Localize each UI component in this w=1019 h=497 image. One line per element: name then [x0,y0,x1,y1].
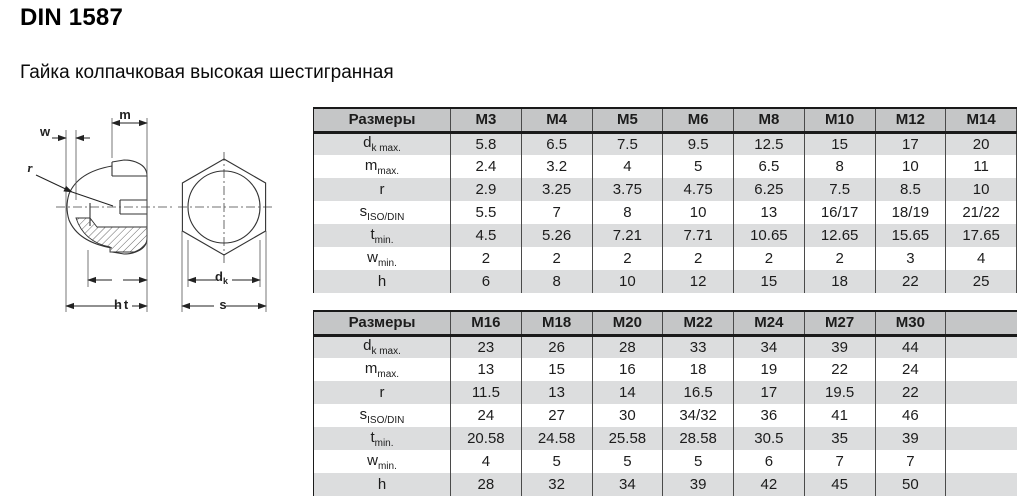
table-row-w [314,247,1017,270]
table-row-d [314,132,1017,155]
value-cell: 5.5 [451,201,522,224]
table-row-h [314,473,1017,496]
value-cell: 24 [875,358,946,381]
col-header-M30: M30 [875,311,946,335]
value-cell: 18 [663,358,734,381]
value-cell: 13 [451,358,522,381]
value-cell [946,335,1017,358]
value-cell: 3.2 [521,155,592,178]
value-cell: 24.58 [521,427,592,450]
value-cell: 22 [875,381,946,404]
value-cell: 15.65 [875,224,946,247]
value-cell: 10 [946,178,1017,201]
table-row-t [314,224,1017,247]
table-row-m [314,358,1017,381]
page-subtitle: Гайка колпачковая высокая шестигранная [20,62,394,83]
row-label: $w_{min.}$ [314,247,451,270]
dim-label-s: s [219,297,227,312]
value-cell: 15 [804,132,875,155]
dim-label-m: m [119,107,131,122]
value-cell: 20 [946,132,1017,155]
value-cell: 30.5 [734,427,805,450]
dim-label-dk-sub: k [223,276,229,286]
row-label: h [314,473,451,496]
value-cell: 8.5 [875,178,946,201]
value-cell: 50 [875,473,946,496]
table-row-w [314,450,1017,473]
col-header-M22: M22 [663,311,734,335]
dim-label-r: r [27,160,33,175]
value-cell: 28 [451,473,522,496]
value-cell: 13 [734,201,805,224]
value-cell: 7.5 [592,132,663,155]
table-row-m [314,155,1017,178]
col-header-M27: M27 [804,311,875,335]
value-cell: 7.71 [663,224,734,247]
value-cell: 18 [804,270,875,293]
row-label: $s_{ISO/DIN}$ [314,404,451,427]
value-cell: 15 [734,270,805,293]
value-cell: 6 [734,450,805,473]
value-cell: 10 [592,270,663,293]
value-cell: 3.75 [592,178,663,201]
value-cell: 19.5 [804,381,875,404]
value-cell: 2 [521,247,592,270]
table-row-r [314,178,1017,201]
value-cell: 25.58 [592,427,663,450]
col-header-M4: M4 [521,108,592,132]
value-cell: 34 [734,335,805,358]
value-cell: 5.8 [451,132,522,155]
value-cell: 8 [804,155,875,178]
value-cell: 10.65 [734,224,805,247]
value-cell: 2 [451,247,522,270]
value-cell: 24 [451,404,522,427]
value-cell: 5 [521,450,592,473]
value-cell: 5 [663,450,734,473]
col-header-M18: M18 [521,311,592,335]
value-cell: 2.9 [451,178,522,201]
row-label: $s_{ISO/DIN}$ [314,201,451,224]
table-row-s [314,404,1017,427]
value-cell: 20.58 [451,427,522,450]
value-cell: 12 [663,270,734,293]
dim-label-w: w [39,124,51,139]
header-row [314,108,1017,132]
value-cell: 11 [946,155,1017,178]
table-row-s [314,201,1017,224]
value-cell: 46 [875,404,946,427]
value-cell: 6 [451,270,522,293]
value-cell: 11.5 [451,381,522,404]
value-cell [946,381,1017,404]
table-row-t [314,427,1017,450]
value-cell: 7 [521,201,592,224]
value-cell: 3 [875,247,946,270]
value-cell: 18/19 [875,201,946,224]
col-header-empty [946,311,1017,335]
value-cell: 2.4 [451,155,522,178]
col-header-M6: M6 [663,108,734,132]
row-label-header: Размеры [314,108,451,132]
value-cell: 7 [804,450,875,473]
value-cell: 23 [451,335,522,358]
value-cell: 2 [804,247,875,270]
value-cell: 17.65 [946,224,1017,247]
row-label: $m_{max.}$ [314,358,451,381]
header-row [314,311,1017,335]
value-cell: 39 [804,335,875,358]
value-cell: 34/32 [663,404,734,427]
value-cell: 39 [663,473,734,496]
col-header-M12: M12 [875,108,946,132]
value-cell: 22 [804,358,875,381]
col-header-M3: M3 [451,108,522,132]
dim-label-h: h [114,297,122,312]
value-cell: 16 [592,358,663,381]
value-cell: 41 [804,404,875,427]
col-header-M14: M14 [946,108,1017,132]
value-cell: 17 [734,381,805,404]
col-header-M20: M20 [592,311,663,335]
col-header-M24: M24 [734,311,805,335]
value-cell: 32 [521,473,592,496]
row-label: $m_{max.}$ [314,155,451,178]
value-cell: 35 [804,427,875,450]
dimension-table-m3-m14 [313,107,1017,293]
value-cell: 28.58 [663,427,734,450]
value-cell: 16/17 [804,201,875,224]
value-cell: 30 [592,404,663,427]
col-header-M5: M5 [592,108,663,132]
dimension-table-m16-m30 [313,310,1017,496]
value-cell: 5.26 [521,224,592,247]
value-cell: 6.5 [521,132,592,155]
row-label: r [314,381,451,404]
dimension-lines [66,118,266,312]
value-cell: 39 [875,427,946,450]
value-cell: 4 [592,155,663,178]
value-cell [946,450,1017,473]
value-cell: 36 [734,404,805,427]
col-header-M10: M10 [804,108,875,132]
value-cell: 12.65 [804,224,875,247]
value-cell: 4 [946,247,1017,270]
value-cell: 5 [663,155,734,178]
value-cell: 8 [592,201,663,224]
value-cell: 6.25 [734,178,805,201]
row-label: r [314,178,451,201]
value-cell: 16.5 [663,381,734,404]
value-cell: 42 [734,473,805,496]
row-label: $t_{min.}$ [314,224,451,247]
value-cell: 15 [521,358,592,381]
value-cell: 10 [663,201,734,224]
row-label: $d_{k max.}$ [314,132,451,155]
value-cell: 27 [521,404,592,427]
value-cell: 28 [592,335,663,358]
value-cell: 13 [521,381,592,404]
cap-nut-drawing [20,100,310,315]
row-label: $d_{k max.}$ [314,335,451,358]
value-cell: 5 [592,450,663,473]
value-cell [946,358,1017,381]
value-cell: 14 [592,381,663,404]
col-header-M16: M16 [451,311,522,335]
value-cell: 45 [804,473,875,496]
value-cell: 9.5 [663,132,734,155]
value-cell: 8 [521,270,592,293]
row-label-header: Размеры [314,311,451,335]
section-hatch [76,218,147,252]
table-row-h [314,270,1017,293]
value-cell: 6.5 [734,155,805,178]
value-cell: 26 [521,335,592,358]
value-cell: 4.5 [451,224,522,247]
value-cell: 22 [875,270,946,293]
table-row-r [314,381,1017,404]
row-label: h [314,270,451,293]
value-cell: 2 [663,247,734,270]
value-cell: 25 [946,270,1017,293]
value-cell: 12.5 [734,132,805,155]
value-cell: 44 [875,335,946,358]
value-cell: 10 [875,155,946,178]
value-cell: 3.25 [521,178,592,201]
value-cell [946,473,1017,496]
dim-label-dk: d [215,269,223,284]
dim-label-t: t [123,297,129,312]
value-cell: 2 [734,247,805,270]
value-cell: 17 [875,132,946,155]
row-label: $t_{min.}$ [314,427,451,450]
value-cell: 2 [592,247,663,270]
value-cell [946,404,1017,427]
value-cell: 21/22 [946,201,1017,224]
value-cell: 7 [875,450,946,473]
value-cell: 4.75 [663,178,734,201]
row-label: $w_{min.}$ [314,450,451,473]
value-cell [946,427,1017,450]
value-cell: 19 [734,358,805,381]
table-row-d [314,335,1017,358]
value-cell: 33 [663,335,734,358]
col-header-M8: M8 [734,108,805,132]
value-cell: 4 [451,450,522,473]
value-cell: 7.21 [592,224,663,247]
value-cell: 34 [592,473,663,496]
page-title: DIN 1587 [20,4,123,31]
value-cell: 7.5 [804,178,875,201]
